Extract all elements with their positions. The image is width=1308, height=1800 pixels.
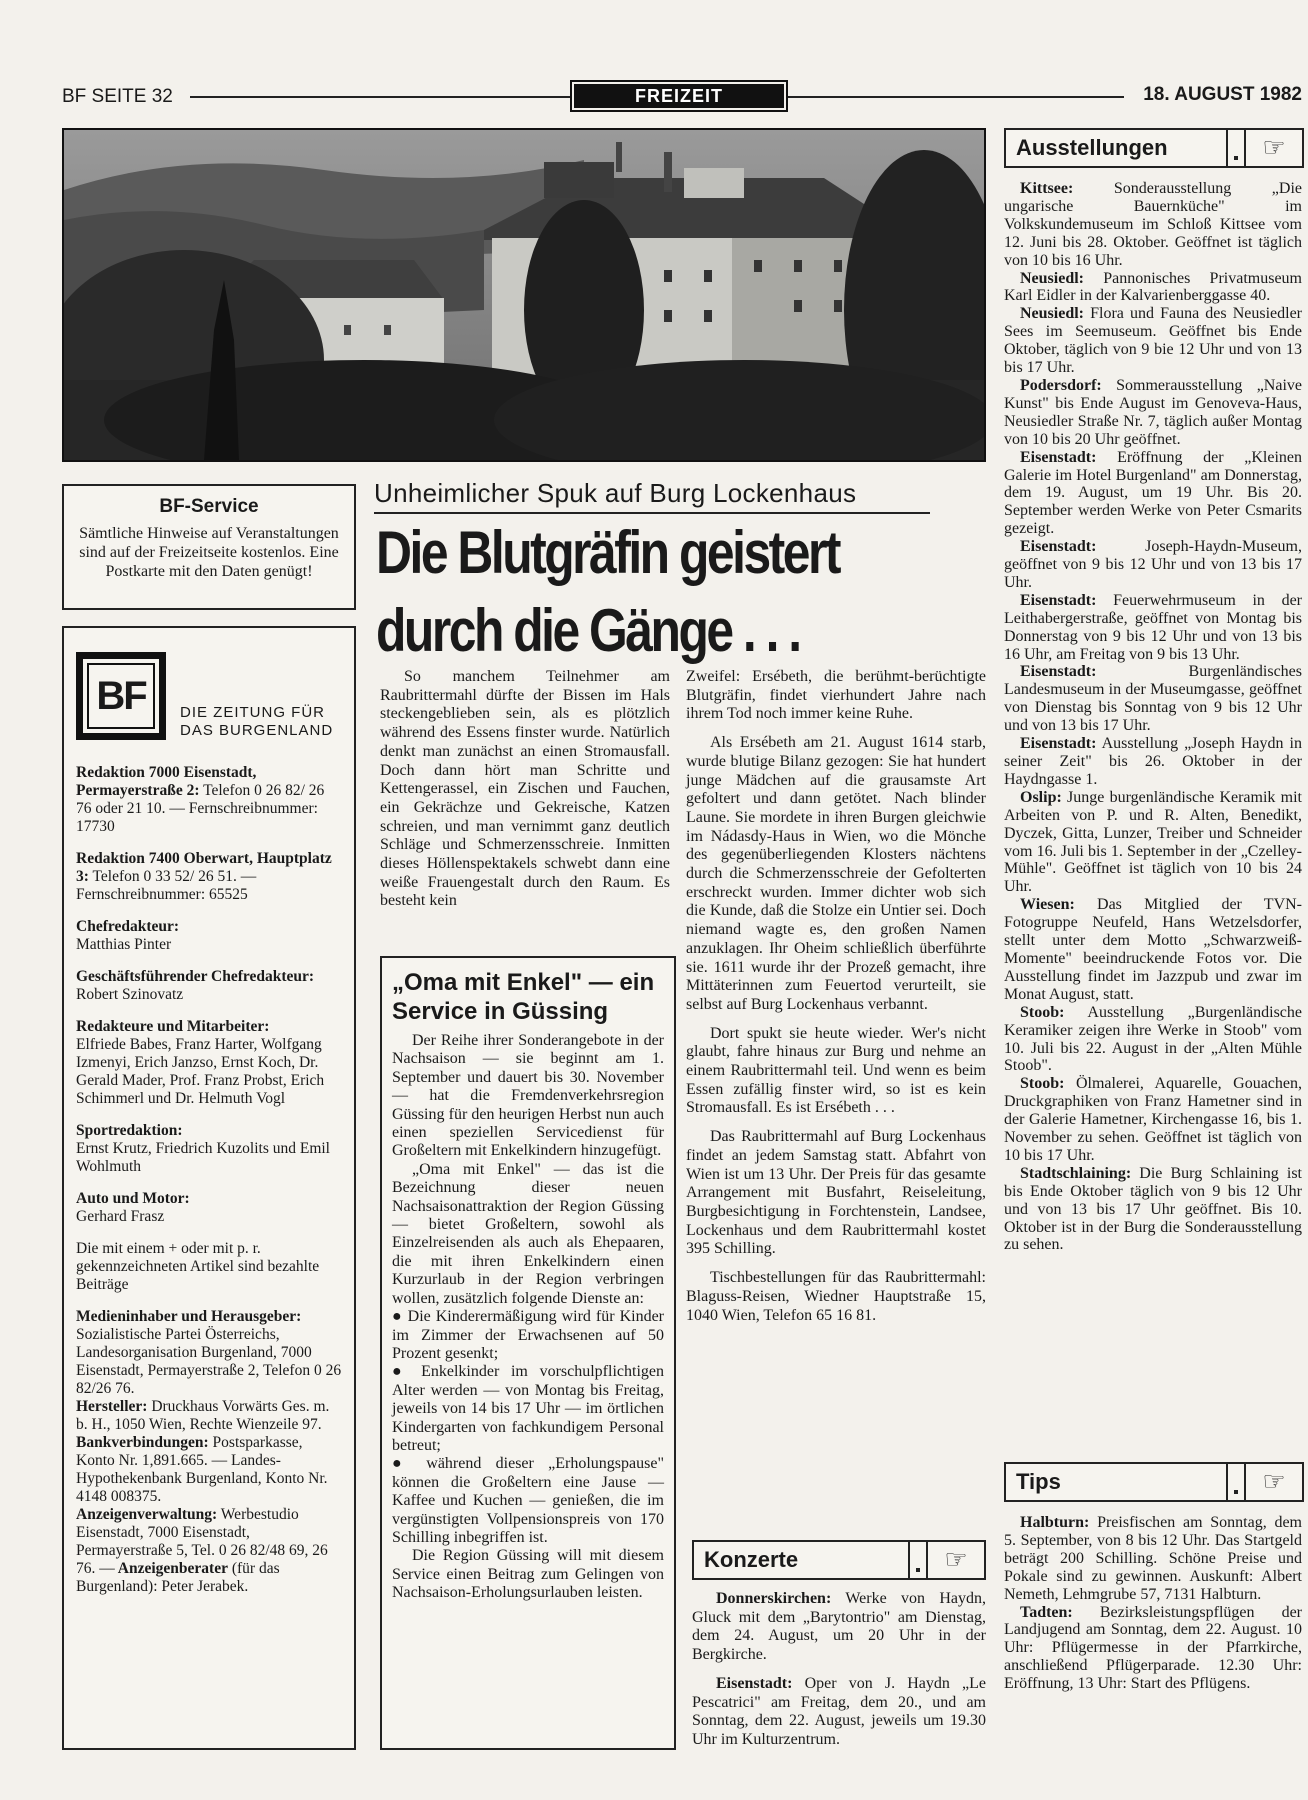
- tips-title: Tips: [1006, 1464, 1228, 1500]
- tagline-line-1: DIE ZEITUNG FÜR: [180, 704, 325, 721]
- chefredakteur: Chefredakteur: Matthias Pinter: [76, 918, 180, 953]
- konzerte-title: Konzerte: [694, 1542, 910, 1578]
- header-rule-left: [190, 96, 570, 98]
- oma-paragraph: Der Reihe ihrer Sonderangebote in der Nachsaison — sie beginnt am 1. September und dauert bis 30. November — hat die Fremdenverkehrsregion Güssing für den heurigen Herbst nun auch einen speziellen Servicedienst für Großeltern mit Enkelkindern hinzugefügt.: [392, 1032, 664, 1160]
- ausstellung-entry: Neusiedl: Flora und Fauna des Neusiedler Sees im Seemuseum. Geöffnet bis Ende Oktober, täglich von 9 bie 12 Uhr und von 13 bis 17 Uhr.: [1004, 305, 1302, 377]
- ausstellung-entry: Stadtschlaining: Die Burg Schlaining ist bis Ende Oktober täglich von 9 bis 12 Uhr und von 13 bis 17 Uhr geöffnet. Bis 10. Oktober ist in der Burg die Sonderausstellung zu sehen.: [1004, 1164, 1302, 1254]
- redaktion-eisenstadt: Redaktion 7000 Eisenstadt, Permayerstraße 2: Telefon 0 26 82/ 26 76 oder 21 10. — Fernschreibnummer: 17730: [76, 764, 325, 835]
- tip-entry: Halbturn: Preisfischen am Sonntag, dem 5. September, von 8 bis 12 Uhr. Das Startgeld beträgt 200 Schilling. Schöne Preise und Pokale sind zu gewinnen. Auskunft: Albert Nemeth, Lehmgrube 57, 7131 Halbturn.: [1004, 1514, 1302, 1603]
- pointing-hand-icon: ☞: [1262, 133, 1286, 162]
- headline-line-2: durch die Gänge . . .: [376, 597, 800, 664]
- konzerte-entry: Eisenstadt: Oper von J. Haydn „Le Pescatrici" am Freitag, dem 20., und am Sonntag, dem 22. August, jeweils um 19.30 Uhr im Kulturzentrum.: [692, 1674, 986, 1748]
- konzerte-header: [692, 1540, 986, 1580]
- ausstellung-entry: Stoob: Ölmalerei, Aquarelle, Gouachen, Druckgraphiken von Franz Hametner sind in der Galerie Hametner, Kirchengasse 16, bis 1. November zu sehen. Geöffnet ist täglich von 10 bis 17 Uhr.: [1004, 1075, 1302, 1164]
- section-label: FREIZEIT: [574, 84, 784, 108]
- bf-service-box: [62, 484, 356, 610]
- ausstellung-entry: Podersdorf: Sommerausstellung „Naive Kunst" bis Ende August im Genoveva-Haus, Neusiedler Straße Nr. 7, täglich außer Montag von 10 bis 20 Uhr geöffnet.: [1004, 376, 1302, 448]
- mitarbeiter: Redakteure und Mitarbeiter: Elfriede Babes, Franz Harter, Wolfgang Izmenyi, Erich Janzso, Ernst Koch, Dr. Gerald Mader, Prof. Franz Probst, Erich Schimmerl und Dr. Helmuth Vogl: [76, 1018, 325, 1107]
- article-paragraph: Zweifel: Ersébeth, die berühmt-berüchtigte Blutgräfin, findet vierhundert Jahre nach ihrem Tod noch immer keine Ruhe.: [686, 668, 986, 723]
- ausstellungen-list: [1004, 180, 1302, 1254]
- pointing-hand-icon: ☞: [1262, 1467, 1286, 1496]
- ausstellung-entry: Stoob: Ausstellung „Burgenländische Keramiker zeigen ihre Werke in Stoob" vom 10. Juli bis 22. August in der „Alten Mühle Stoob".: [1004, 1003, 1302, 1075]
- rubric-dot: [1228, 1464, 1246, 1500]
- article-paragraph: Tischbestellungen für das Raubrittermahl: Blaguss-Reisen, Wiedner Hauptstraße 15, 1040 Wien, Telefon 65 16 81.: [686, 1269, 986, 1324]
- ausstellung-entry: Wiesen: Das Mitglied der TVN-Fotogruppe Neufeld, Hans Wetzelsdorfer, stellt unter dem Motto „Schwarzweiß-Momente" beeindruckende Fotos vor. Die Ausstellung findet im Jazzpub und zwar im Monat August, statt.: [1004, 896, 1302, 1003]
- oma-bullet: ● Enkelkinder im vorschulpflichtigen Alter werden — von Montag bis Freitag, jeweils von 14 bis 17 Uhr — im örtlichen Kindergarten von fachkundigem Personal betreut;: [392, 1363, 664, 1454]
- rubric-dot: [1228, 130, 1246, 166]
- tip-entry: Tadten: Bezirksleistungspflügen der Landjugend am Sonntag, dem 22. August. 10 Uhr: Pflügermesse in der Pfarrkirche, anschließend Pflügerparade. 12.30 Uhr: Eröffnung, 13 Uhr: Start des Pflügens.: [1004, 1603, 1302, 1693]
- article-column-2: [686, 668, 986, 1335]
- impressum-box: [62, 626, 356, 1750]
- pointing-hand-icon: ☞: [944, 1545, 968, 1574]
- headline-line-1: Die Blutgräfin geistert: [376, 519, 839, 586]
- masthead: [76, 652, 342, 740]
- ausstellung-entry: Eisenstadt: Burgenländisches Landesmuseum in der Museumgasse, geöffnet von Dienstag bis Sonntag von 9 bis 12 Uhr und von 13 bis 17 Uhr.: [1004, 663, 1302, 735]
- paid-notice: Die mit einem + oder mit p. r. gekennzeichneten Artikel sind bezahlte Beiträge: [76, 1240, 320, 1293]
- ausstellung-entry: Eisenstadt: Feuerwehrmuseum in der Leithabergerstraße, geöffnet von Montag bis Donnerstag von 9 bis 12 Uhr und von 13 bis 16 Uhr, am Freitag von 9 bis 13 Uhr.: [1004, 591, 1302, 663]
- oma-paragraph: „Oma mit Enkel" — das ist die Bezeichnung dieser neuen Nachsaisonattraktion der Region Güssing — bietet Großeltern, sowohl als Einzelreisenden als auch als Ehepaaren, die mit ihren Enkelkindern einen Kurzurlaub in der Region verbringen wollen, zusätzlich folgende Dienste an:: [392, 1160, 664, 1307]
- article-paragraph: Als Ersébeth am 21. August 1614 starb, wurde blutige Bilanz gezogen: Sie hat hundert junge Mädchen auf die grausamste Art gefoltert und dann getötet. Nach blinder Laune. Sie mordete in ihren Burgen gleichwie im Nádasdy-Haus in Wien, wo die Mönche des gegenüberliegenden Klosters nächtens durch die Schmerzensschreie der Gefolterten erschreckt wurden. Immer dichter wob sich die Kunde, daß die Stolze ein Untier sei. Doch niemand wagte es, den großen Namen anzuklagen. Ihr Oheim schließlich überführte sie. 1611 wurde ihr der Prozeß gemacht, ihre Mittäterinnen zum Feuertod verurteilt, sie selbst auf Burg Lockenhaus verbannt.: [686, 734, 986, 1013]
- section-label-box: [570, 80, 788, 112]
- bf-logo-text: BF: [87, 663, 155, 729]
- ausstellung-entry: Eisenstadt: Ausstellung „Joseph Haydn in seiner Zeit" bis 26. Oktober in der Haydngasse 1.: [1004, 735, 1302, 788]
- oma-bullet: ● Die Kinderermäßigung wird für Kinder im Zimmer der Erwachsenen auf 50 Prozent gesenkt;: [392, 1308, 664, 1362]
- sportredaktion: Sportredaktion: Ernst Krutz, Friedrich Kuzolits und Emil Wohlmuth: [76, 1122, 330, 1175]
- castle-illustration: [64, 130, 984, 460]
- publisher-info: Medieninhaber und Herausgeber: Sozialistische Partei Österreichs, Landesorganisation Burgenland, 7000 Eisenstadt, Permayerstraße 2, Telefon 0 26 82/26 76. Hersteller: Druckhaus Vorwärts Ges. m. b. H., 1050 Wien, Rechte Wienzeile 97. Bankverbindungen: Postsparkasse, Konto Nr. 1,891.665. — Landes-Hypothekenbank Burgenland, Konto Nr. 4148 008375. Anzeigenverwaltung: Werbestudio Eisenstadt, 7000 Eisenstadt, Permayerstraße 5, Tel. 0 26 82/48 69, 26 76. — Anzeigenberater (für das Burgenland): Peter Jerabek.: [76, 1308, 342, 1595]
- konzerte-list: [692, 1590, 986, 1750]
- page-number: BF SEITE 32: [62, 86, 173, 107]
- issue-date: 18. AUGUST 1982: [1143, 84, 1302, 105]
- article-paragraph: So manchem Teilnehmer am Raubrittermahl dürfte der Bissen im Hals steckengeblieben sein, als es plötzlich während des Essens finster wurde. Natürlich denkt man zunächst an einen Stromausfall. Doch dann hört man Schritte und Kettengerassel, ein Zischen und Fauchen, ein Gekrächze und Gekreische, Katzen schreien, und man vernimmt ganz deutlich Schläge und Schmerzensschreie. Inmitten dieses Höllenspektakels schwebt dann eine weiße Frauengestalt durch den Raum. Es besteht kein: [380, 668, 670, 910]
- article-headline: [376, 514, 891, 670]
- geschaeftsfuehrer: Geschäftsführender Chefredakteur: Robert Szinovatz: [76, 968, 315, 1003]
- article-kicker: Unheimlicher Spuk auf Burg Lockenhaus: [374, 478, 857, 508]
- ausstellung-entry: Oslip: Junge burgenländische Keramik mit Arbeiten von P. und R. Alten, Benedikt, Dyczek, Gitta, Lunzer, Treiber und Schneider vom 16. Juli bis 1. September in der „Czelley-Mühle". Geöffnet ist täglich von 10 bis 24 Uhr.: [1004, 788, 1302, 896]
- article-paragraph: Dort spukt sie heute wieder. Wer's nicht glaubt, fahre hinaus zur Burg und nehme an einem Raubrittermahl teil. Und wenn es beim Essen zufällig finster wird, so ist es kein Stromausfall. Es ist Ersébeth . . .: [686, 1024, 986, 1117]
- masthead-tagline: [180, 704, 333, 740]
- ausstellungen-header: [1004, 128, 1304, 168]
- rubric-dot: [910, 1542, 928, 1578]
- oma-mit-enkel-box: [380, 956, 676, 1750]
- ausstellung-entry: Neusiedl: Pannonisches Privatmuseum Karl Eidler in der Kalvarienberggasse 40.: [1004, 269, 1302, 305]
- page-header: [62, 84, 1302, 114]
- article-column-1: [380, 668, 670, 921]
- auto-motor: Auto und Motor: Gerhard Frasz: [76, 1190, 190, 1225]
- bf-service-title: BF-Service: [159, 496, 259, 517]
- castle-photo: [62, 128, 986, 462]
- header-rule-right: [788, 96, 1124, 98]
- article-paragraph: Das Raubrittermahl auf Burg Lockenhaus findet an jedem Samstag statt. Abfahrt von Wien ist um 13 Uhr. Der Preis für das gesamte Arrangement mit Busfahrt, Reiseleitung, Burgbesichtigung in Forchtenstein, Landsee, Lockenhaus und dem Raubrittermahl kostet 395 Schilling.: [686, 1128, 986, 1258]
- konzerte-entry: Donnerskirchen: Werke von Haydn, Gluck mit dem „Barytontrio" am Dienstag, dem 24. August, um 20 Uhr in der Bergkirche.: [692, 1590, 986, 1664]
- ausstellungen-title: Ausstellungen: [1006, 130, 1228, 166]
- ausstellung-entry: Eisenstadt: Joseph-Haydn-Museum, geöffnet von 9 bis 12 Uhr und von 13 bis 17 Uhr.: [1004, 538, 1302, 591]
- ausstellung-entry: Eisenstadt: Eröffnung der „Kleinen Galerie im Hotel Burgenland" am Donnerstag, dem 19. August, um 19 Uhr. Bis 20. September werden Werke von Peter Csmarits gezeigt.: [1004, 448, 1302, 538]
- tagline-line-2: DAS BURGENLAND: [180, 722, 334, 739]
- bf-logo: [76, 652, 166, 740]
- oma-paragraph: Die Region Güssing will mit diesem Service einen Beitrag zum Gelingen von Nachsaison-Erholungsurlauben leisten.: [392, 1547, 664, 1602]
- ausstellung-entry: Kittsee: Sonderausstellung „Die ungarische Bauernküche" im Volkskundemuseum im Schloß Kittsee vom 12. Juni bis 28. Oktober. Geöffnet ist täglich von 10 bis 16 Uhr.: [1004, 180, 1302, 269]
- oma-title: „Oma mit Enkel" — ein Service in Güssing: [392, 969, 655, 1025]
- redaktion-oberwart: Redaktion 7400 Oberwart, Hauptplatz 3: Telefon 0 33 52/ 26 51. — Fernschreibnummer: 65525: [76, 850, 332, 903]
- tips-header: [1004, 1462, 1304, 1502]
- oma-bullet: ● während dieser „Erholungspause" können die Großeltern eine Jause — Kaffee und Kuchen — genießen, die im vergünstigten Vollpensionspreis von 170 Schilling inbegriffen ist.: [392, 1455, 664, 1546]
- tips-list: [1004, 1514, 1302, 1693]
- bf-service-text: Sämtliche Hinweise auf Veranstaltungen sind auf der Freizeitseite kostenlos. Eine Postkarte mit den Daten genügt!: [79, 525, 339, 580]
